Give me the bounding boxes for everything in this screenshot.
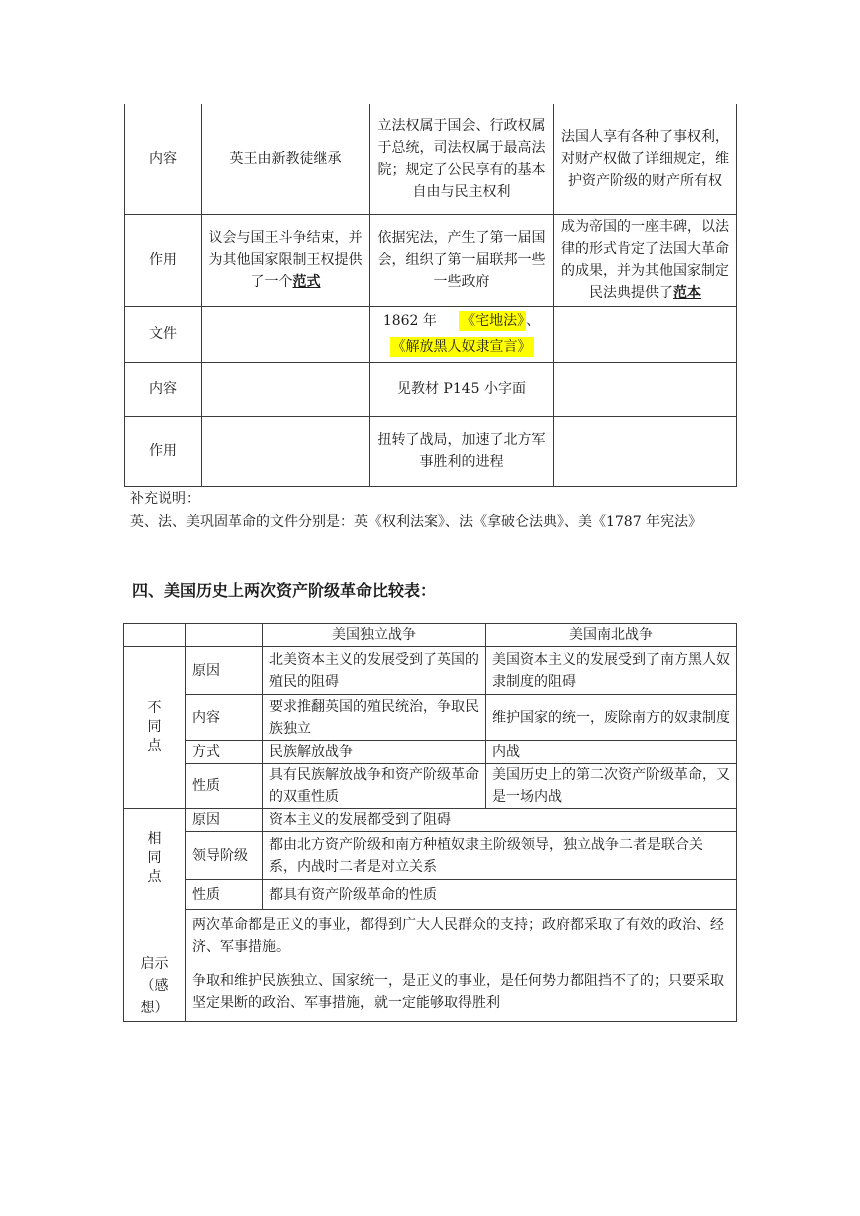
- table-cell: [554, 306, 737, 362]
- table-cell: [554, 214, 737, 306]
- separator: 、: [526, 313, 541, 329]
- table-row: [125, 306, 737, 362]
- highlighted-document: 《解放黑人奴隶宣言》: [391, 339, 532, 355]
- highlighted-document: 《宅地法》: [461, 313, 525, 329]
- differences-label-text: 不同点: [147, 699, 162, 754]
- table-cell: 扭转了战局，加速了北方军事胜利的进程: [370, 416, 554, 486]
- similarities-label-text: 相同点: [147, 831, 162, 886]
- section-heading: 四、美国历史上两次资产阶级革命比较表：: [132, 581, 437, 600]
- differences-label: [124, 647, 186, 809]
- table-row: [124, 880, 737, 910]
- notes-body: 英、法、美巩固革命的文件分别是：英《权利法案》、法《拿破仑法典》、美《1787 年宪法》: [130, 514, 703, 530]
- column-header: 美国南北战争: [486, 624, 737, 647]
- aspect-label: 性质: [186, 880, 263, 910]
- aspect-label: 领导阶级: [186, 832, 263, 880]
- table-row: [125, 362, 737, 416]
- table-cell: 法国人享有各种了事权利，对财产权做了详细规定，维护资产阶级的财产所有权: [554, 104, 737, 214]
- qishi-paragraph: 两次革命都是正义的事业，都得到广大人民群众的支持；政府都采取了有效的政治、经济、军事措施。: [192, 917, 724, 955]
- table-cell: 资本主义的发展都受到了阻碍: [263, 809, 737, 832]
- table-cell: 美国历史上的第二次资产阶级革命，又是一场内战: [486, 764, 737, 809]
- notes-title: 补充说明：: [130, 491, 200, 507]
- table-row: [124, 910, 737, 1022]
- table-cell: 美国资本主义的发展受到了南方黑人奴隶制度的阻碍: [486, 647, 737, 695]
- cell-text: 议会与国王斗争结束，并为其他国家限制王权提供了一个: [208, 230, 363, 290]
- table-row: [124, 832, 737, 880]
- table-cell: 民族解放战争: [263, 741, 486, 764]
- aspect-label: 内容: [186, 695, 263, 741]
- table-header-row: [124, 624, 737, 647]
- table-cell: [554, 362, 737, 416]
- table-row: [124, 809, 737, 832]
- table-cell: 依据宪法，产生了第一届国会，组织了第一届联邦一些一些政府: [370, 214, 554, 306]
- year-text: 1862 年: [382, 313, 437, 329]
- table-cell: [202, 306, 370, 362]
- aspect-label: 性质: [186, 764, 263, 809]
- table-row: [124, 647, 737, 695]
- table-cell: 都具有资产阶级革命的性质: [263, 880, 737, 910]
- row-label: 文件: [125, 306, 202, 362]
- table-row: [124, 741, 737, 764]
- table-row: [124, 764, 737, 809]
- qishi-label: [124, 910, 186, 1022]
- table-cell: 具有民族解放战争和资产阶级革命的双重性质: [263, 764, 486, 809]
- table-cell: [202, 362, 370, 416]
- table-cell: 内战: [486, 741, 737, 764]
- underlined-term: 范式: [292, 274, 321, 290]
- table-cell: 维护国家的统一，废除南方的奴隶制度: [486, 695, 737, 741]
- table-cell: 都由北方资产阶级和南方种植奴隶主阶级领导，独立战争二者是联合关系，内战时二者是对立关系: [263, 832, 737, 880]
- qishi-paragraph: 争取和维护民族独立、国家统一，是正义的事业，是任何势力都阻挡不了的；只要采取坚定果断的政治、军事措施，就一定能够取得胜利: [192, 973, 724, 1011]
- qishi-content: [186, 910, 737, 1022]
- row-label: 作用: [125, 214, 202, 306]
- aspect-label: 方式: [186, 741, 263, 764]
- row-label: 内容: [125, 104, 202, 214]
- qishi-label-text: 启示（感想）: [140, 956, 169, 1016]
- column-header: 美国独立战争: [263, 624, 486, 647]
- table-cell: [202, 416, 370, 486]
- revolution-documents-table: [124, 104, 737, 487]
- table-row: [125, 416, 737, 486]
- table-cell: 见教材 P145 小字面: [370, 362, 554, 416]
- table-row: [125, 104, 737, 214]
- row-label: 作用: [125, 416, 202, 486]
- table-cell: [554, 416, 737, 486]
- similarities-label: [124, 809, 186, 910]
- table-cell: 北美资本主义的发展受到了英国的殖民的阻碍: [263, 647, 486, 695]
- blank-cell: [124, 624, 186, 647]
- table-cell: 英王由新教徒继承: [202, 104, 370, 214]
- cell-text: 成为帝国的一座丰碑，以法律的形式肯定了法国大革命的成果，并为其他国家制定民法典提供了: [561, 219, 729, 301]
- aspect-label: 原因: [186, 809, 263, 832]
- underlined-term: 范本: [673, 285, 701, 301]
- row-label: 内容: [125, 362, 202, 416]
- table-cell: 要求推翻英国的殖民统治，争取民族独立: [263, 695, 486, 741]
- table-row: [125, 214, 737, 306]
- us-revolutions-comparison-table: [123, 623, 737, 1022]
- blank-cell: [186, 624, 263, 647]
- table-cell: [202, 214, 370, 306]
- table-cell: 立法权属于国会、行政权属于总统，司法权属于最高法院；规定了公民享有的基本自由与民主权利: [370, 104, 554, 214]
- table-cell: [370, 306, 554, 362]
- table-row: [124, 695, 737, 741]
- aspect-label: 原因: [186, 647, 263, 695]
